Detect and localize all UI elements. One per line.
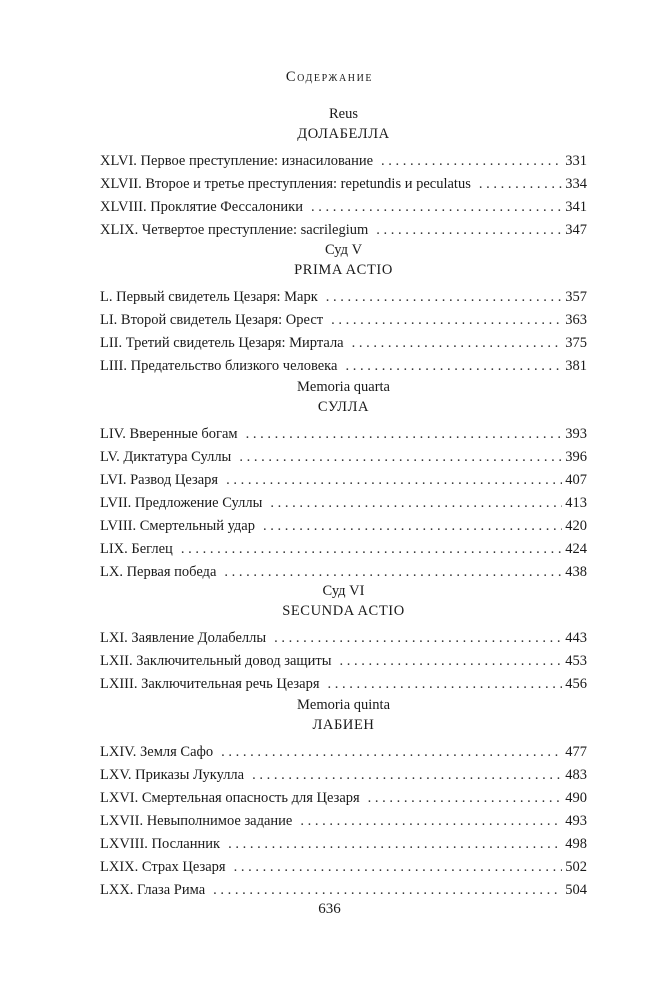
entry-page: 341: [565, 199, 587, 215]
toc-entry: [100, 741, 587, 764]
toc-section: [100, 581, 587, 696]
entry-title: LIII. Предательство близкого человека: [100, 358, 338, 374]
entry-title: LX. Первая победа: [100, 564, 217, 580]
toc-entries: [100, 423, 587, 584]
entry-page: 477: [565, 744, 587, 760]
section-title: PRIMA ACTIO: [294, 262, 393, 278]
dot-leader: [226, 469, 562, 492]
entry-page: 331: [565, 153, 587, 169]
entry-page: 413: [565, 495, 587, 511]
toc-entry: [100, 764, 587, 787]
entry-page: 375: [565, 335, 587, 351]
page-number: 636: [318, 901, 341, 917]
section-title: ЛАБИЕН: [312, 717, 375, 733]
dot-leader: [263, 515, 562, 538]
toc-entry: [100, 787, 587, 810]
entry-page: 407: [565, 472, 587, 488]
entry-title: L. Первый свидетель Цезаря: Марк: [100, 289, 318, 305]
entry-title: LVI. Развод Цезаря: [100, 472, 219, 488]
toc-entry: [100, 879, 587, 902]
entry-title: LXII. Заключительный довод защиты: [100, 653, 332, 669]
toc-entry: [100, 538, 587, 561]
entry-title: XLVIII. Проклятие Фессалоники: [100, 199, 303, 215]
entry-title: LV. Диктатура Суллы: [100, 449, 232, 465]
entry-page: 502: [565, 859, 587, 875]
entry-title: LI. Второй свидетель Цезаря: Орест: [100, 312, 324, 328]
entry-page: 393: [565, 426, 587, 442]
toc-entry: [100, 355, 587, 378]
entry-title: LXIV. Земля Сафо: [100, 744, 214, 760]
toc-entries: [100, 741, 587, 902]
toc-section: [100, 240, 587, 378]
toc-entry: [100, 309, 587, 332]
entry-page: 456: [565, 676, 587, 692]
entry-title: LII. Третий свидетель Цезаря: Миртала: [100, 335, 344, 351]
entry-page: 443: [565, 630, 587, 646]
toc-section: [100, 104, 587, 242]
dot-leader: [246, 423, 563, 446]
section-subtitle: Суд V: [324, 242, 363, 258]
dot-leader: [376, 219, 562, 242]
toc-entry: [100, 492, 587, 515]
toc-entry: [100, 810, 587, 833]
toc-entry: [100, 332, 587, 355]
dot-leader: [352, 332, 563, 355]
entry-page: 493: [565, 813, 587, 829]
entry-page: 504: [565, 882, 587, 898]
entry-title: LXI. Заявление Долабеллы: [100, 630, 267, 646]
running-header: Содержание: [285, 69, 374, 85]
entry-title: XLVI. Первое преступление: изнасилование: [100, 153, 374, 169]
entry-page: 381: [565, 358, 587, 374]
entry-title: LIX. Беглец: [100, 541, 173, 557]
dot-leader: [300, 810, 562, 833]
toc-section: [100, 377, 587, 584]
dot-leader: [328, 673, 563, 696]
dot-leader: [239, 446, 562, 469]
section-subtitle: Reus: [329, 106, 358, 122]
entry-page: 363: [565, 312, 587, 328]
dot-leader: [331, 309, 562, 332]
entry-page: 490: [565, 790, 587, 806]
entry-page: 334: [565, 176, 587, 192]
entry-page: 357: [565, 289, 587, 305]
toc-entry: [100, 446, 587, 469]
entry-title: LXX. Глаза Рима: [100, 882, 206, 898]
entry-title: XLIX. Четвертое преступление: sacrilegium: [100, 222, 369, 238]
dot-leader: [345, 355, 562, 378]
toc-entry: [100, 627, 587, 650]
toc-entry: [100, 423, 587, 446]
toc-entry: [100, 173, 587, 196]
dot-leader: [213, 879, 562, 902]
section-title: SECUNDA ACTIO: [282, 603, 405, 619]
entry-title: LXVI. Смертельная опасность для Цезаря: [100, 790, 360, 806]
section-subtitle: Memoria quinta: [296, 697, 391, 713]
toc-entry: [100, 196, 587, 219]
toc-entry: [100, 856, 587, 879]
entry-title: LXVIII. Посланник: [100, 836, 221, 852]
entry-title: LXVII. Невыполнимое задание: [100, 813, 293, 829]
dot-leader: [274, 627, 562, 650]
dot-leader: [228, 833, 562, 856]
toc-entry: [100, 150, 587, 173]
entry-title: LXV. Приказы Лукулла: [100, 767, 245, 783]
entry-page: 453: [565, 653, 587, 669]
entry-page: 424: [565, 541, 587, 557]
dot-leader: [368, 787, 563, 810]
toc-section: [100, 695, 587, 902]
toc-entry: [100, 833, 587, 856]
entry-page: 396: [565, 449, 587, 465]
section-subtitle: Суд VI: [322, 583, 365, 599]
toc-entry: [100, 219, 587, 242]
entry-title: LVII. Предложение Суллы: [100, 495, 263, 511]
dot-leader: [479, 173, 562, 196]
dot-leader: [326, 286, 562, 309]
entry-page: 498: [565, 836, 587, 852]
toc-entries: [100, 286, 587, 378]
section-title: ДОЛАБЕЛЛА: [297, 126, 390, 142]
entry-title: LIV. Вверенные богам: [100, 426, 238, 442]
toc-entry: [100, 469, 587, 492]
dot-leader: [270, 492, 562, 515]
entry-page: 420: [565, 518, 587, 534]
dot-leader: [381, 150, 562, 173]
entry-title: LXIX. Страх Цезаря: [100, 859, 226, 875]
toc-entry: [100, 515, 587, 538]
dot-leader: [252, 764, 562, 787]
dot-leader: [234, 856, 563, 879]
entry-page: 438: [565, 564, 587, 580]
entry-title: LXIII. Заключительная речь Цезаря: [100, 676, 320, 692]
dot-leader: [339, 650, 562, 673]
toc-entries: [100, 627, 587, 696]
dot-leader: [311, 196, 562, 219]
section-title: СУЛЛА: [317, 399, 370, 415]
toc-entry: [100, 286, 587, 309]
entry-title: XLVII. Второе и третье преступления: repetundis и peculatus: [100, 176, 471, 192]
dot-leader: [181, 538, 562, 561]
toc-entry: [100, 673, 587, 696]
section-subtitle: Memoria quarta: [296, 379, 390, 395]
toc-entry: [100, 650, 587, 673]
entry-title: LVIII. Смертельный удар: [100, 518, 255, 534]
dot-leader: [221, 741, 562, 764]
entry-page: 347: [565, 222, 587, 238]
toc-entries: [100, 150, 587, 242]
entry-page: 483: [565, 767, 587, 783]
